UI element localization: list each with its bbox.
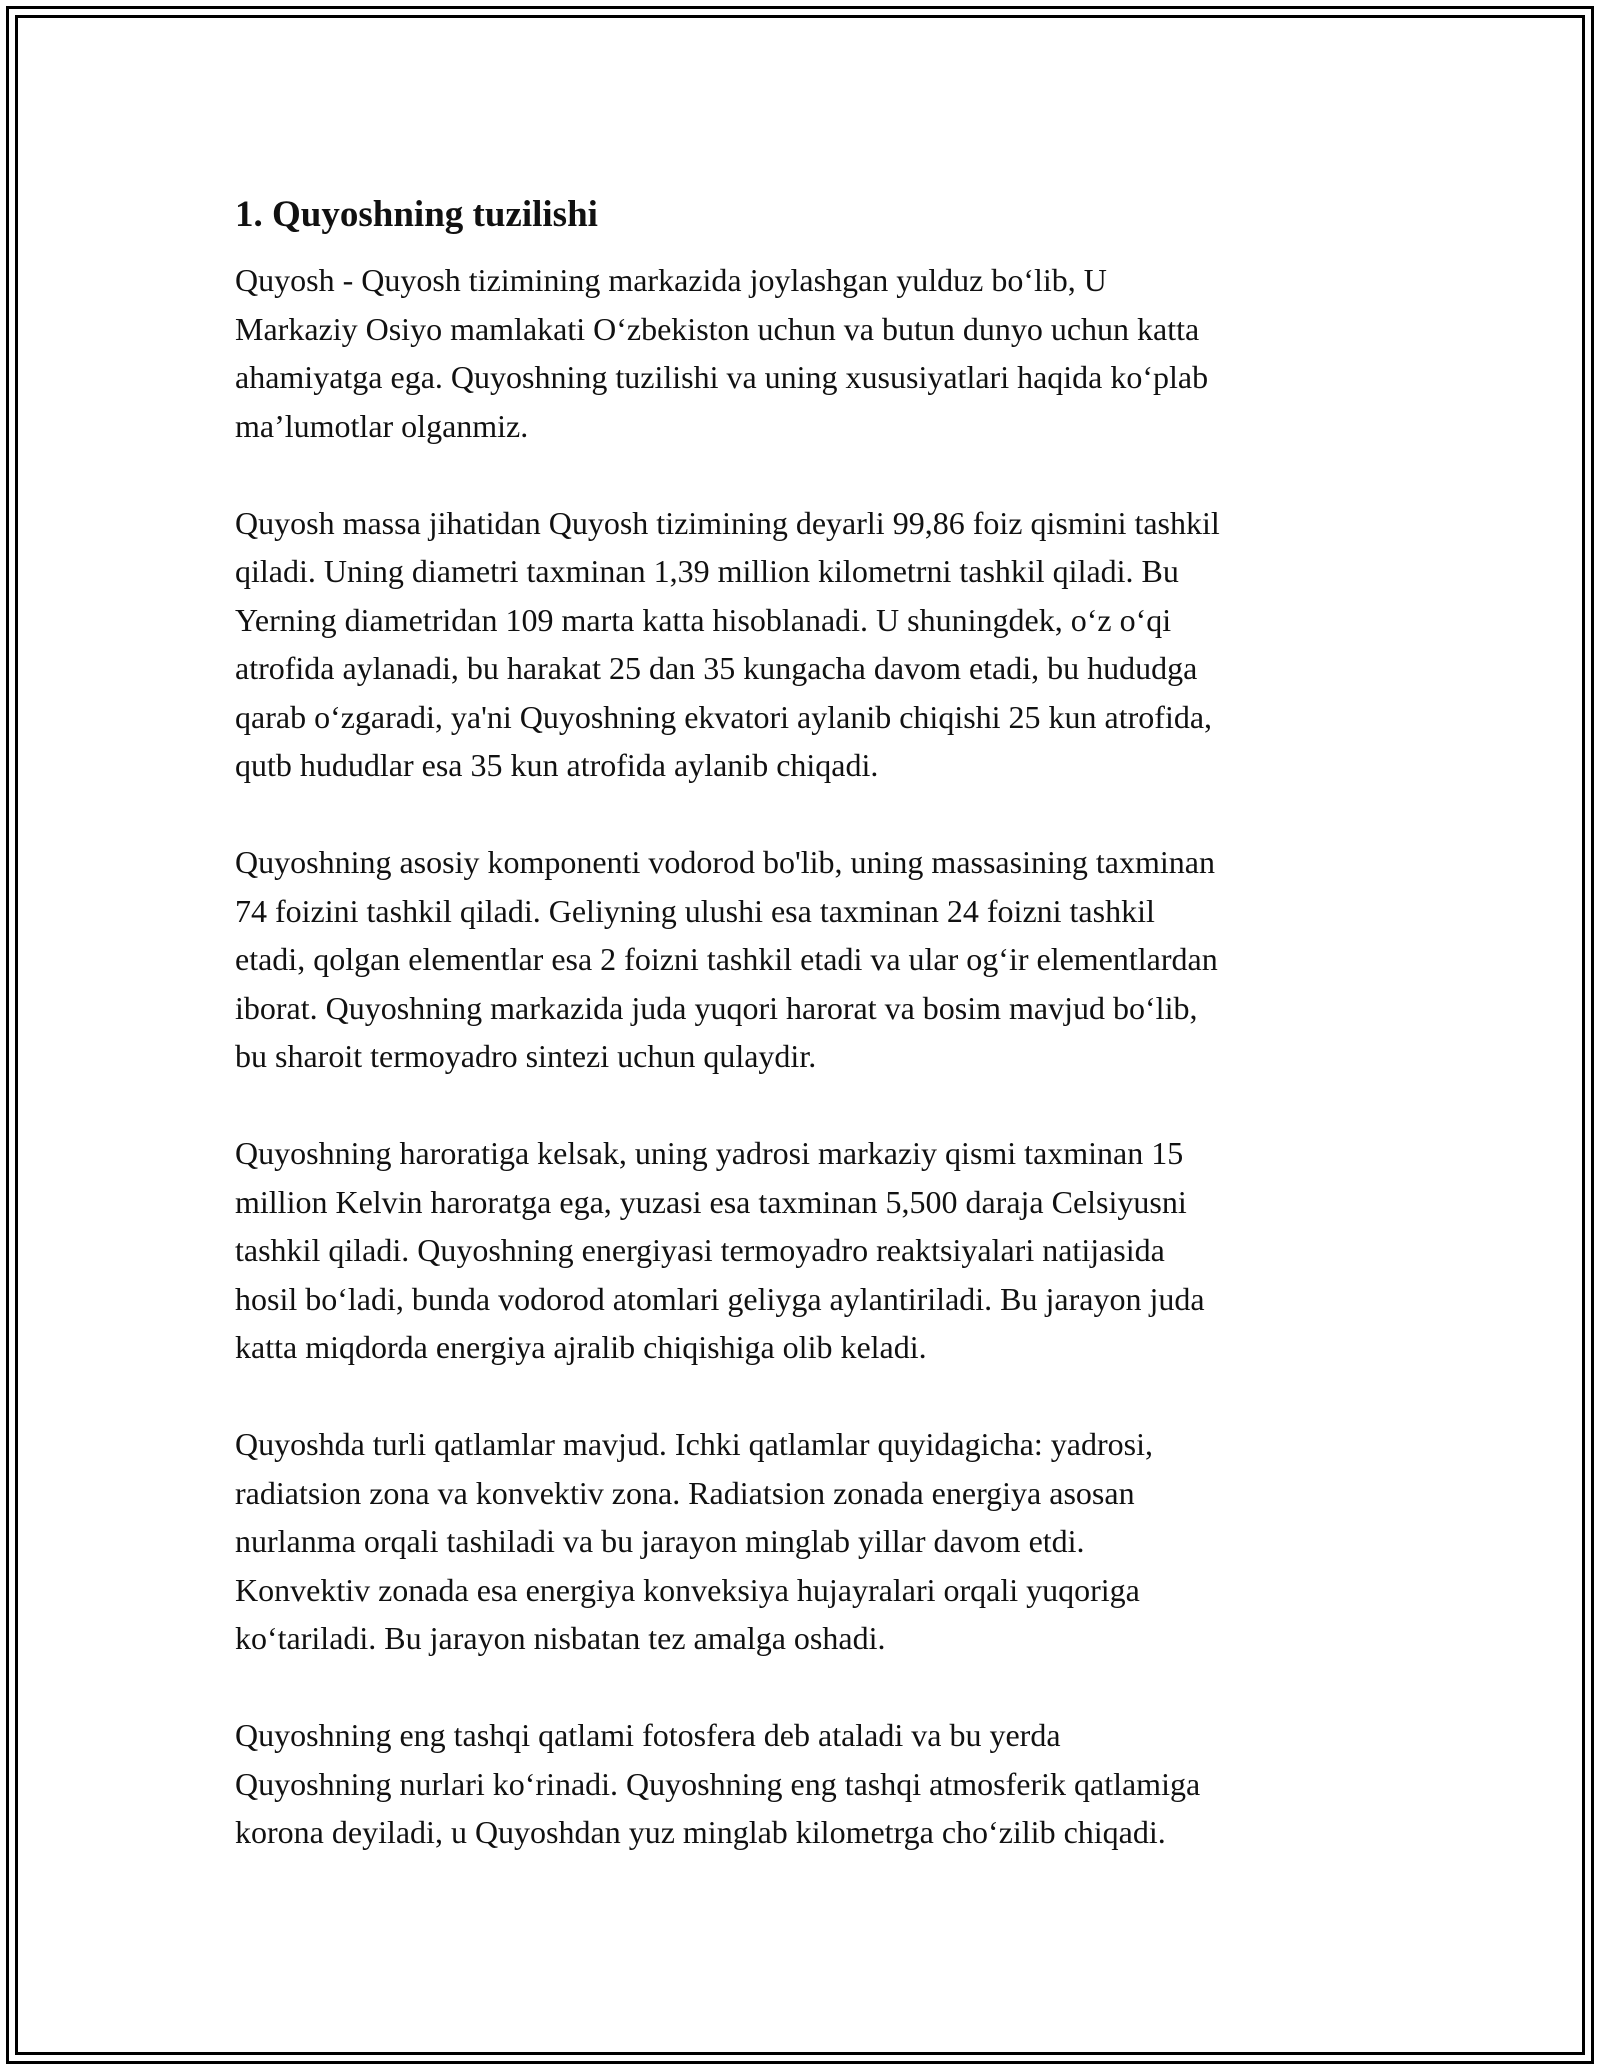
text-line: ahamiyatga ega. Quyoshning tuzilishi va uning xususiyatlari haqida ko‘plab — [235, 359, 1209, 395]
text-line: ko‘tariladi. Bu jarayon nisbatan tez amalga oshadi. — [235, 1620, 886, 1656]
text-line: qutb hududlar esa 35 kun atrofida aylanib chiqadi. — [235, 747, 879, 783]
text-line: qiladi. Uning diametri taxminan 1,39 million kilometrni tashkil qiladi. Bu — [235, 553, 1179, 589]
text-line: 74 foizini tashkil qiladi. Geliyning ulushi esa taxminan 24 foizni tashkil — [235, 892, 1155, 929]
paragraph-1 — [235, 256, 1375, 450]
text-line: Yerning diametridan 109 marta katta hisoblanadi. U shuningdek, o‘z o‘qi — [235, 601, 1172, 638]
text-line: iborat. Quyoshning markazida juda yuqori harorat va bosim mavjud bo‘lib, — [235, 989, 1198, 1026]
paragraph-3 — [235, 838, 1375, 1081]
text-line: katta miqdorda energiya ajralib chiqishiga olib keladi. — [235, 1329, 927, 1365]
paragraph-2 — [235, 499, 1375, 790]
text-line: atrofida aylanadi, bu harakat 25 dan 35 kungacha davom etadi, bu hududga — [235, 650, 1198, 686]
text-line: nurlanma orqali tashiladi va bu jarayon minglab yillar davom etdi. — [235, 1523, 1085, 1559]
text-line: ma’lumotlar olganmiz. — [235, 407, 529, 444]
text-line: qarab o‘zgaradi, ya'ni Quyoshning ekvatori aylanib chiqishi 25 kun atrofida, — [235, 698, 1213, 735]
text-line: Konvektiv zonada esa energiya konveksiya hujayralari orqali yuqoriga — [235, 1571, 1140, 1608]
text-line: Quyoshda turli qatlamlar mavjud. Ichki qatlamlar quyidagicha: yadrosi, — [235, 1426, 1153, 1462]
paragraph-5 — [235, 1420, 1375, 1663]
text-line: Quyosh massa jihatidan Quyosh tizimining deyarli 99,86 foiz qismini tashkil — [235, 504, 1220, 541]
text-line: Quyoshning nurlari ko‘rinadi. Quyoshning eng tashqi atmosferik qatlamiga — [235, 1765, 1201, 1802]
text-line: korona deyiladi, u Quyoshdan yuz minglab kilometrga cho‘zilib chiqadi. — [235, 1814, 1166, 1850]
text-line: Quyoshning asosiy komponenti vodorod bo'lib, uning massasining taxminan — [235, 844, 1215, 880]
text-line: Quyosh - Quyosh tizimining markazida joylashgan yulduz bo‘lib, U — [235, 262, 1107, 298]
text-line: tashkil qiladi. Quyoshning energiyasi termoyadro reaktsiyalari natijasida — [235, 1232, 1165, 1268]
text-line: etadi, qolgan elementlar esa 2 foizni tashkil etadi va ular og‘ir elementlardan — [235, 941, 1218, 977]
text-line: hosil bo‘ladi, bunda vodorod atomlari geliyga aylantiriladi. Bu jarayon juda — [235, 1280, 1205, 1317]
paragraph-6 — [235, 1711, 1375, 1857]
document-title: 1. Quyoshning tuzilishi — [235, 194, 598, 235]
paragraph-4 — [235, 1129, 1375, 1372]
text-line: Markaziy Osiyo mamlakati O‘zbekiston uchun va butun dunyo uchun katta — [235, 310, 1200, 347]
text-line: bu sharoit termoyadro sintezi uchun qulaydir. — [235, 1038, 817, 1074]
text-line: radiatsion zona va konvektiv zona. Radiatsion zonada energiya asosan — [235, 1474, 1135, 1511]
text-line: million Kelvin haroratga ega, yuzasi esa taxminan 5,500 daraja Celsiyusni — [235, 1183, 1187, 1220]
text-line: Quyoshning haroratiga kelsak, uning yadrosi markaziy qismi taxminan 15 — [235, 1135, 1184, 1171]
document-body — [235, 186, 1375, 1905]
text-line: Quyoshning eng tashqi qatlami fotosfera deb ataladi va bu yerda — [235, 1717, 1061, 1753]
